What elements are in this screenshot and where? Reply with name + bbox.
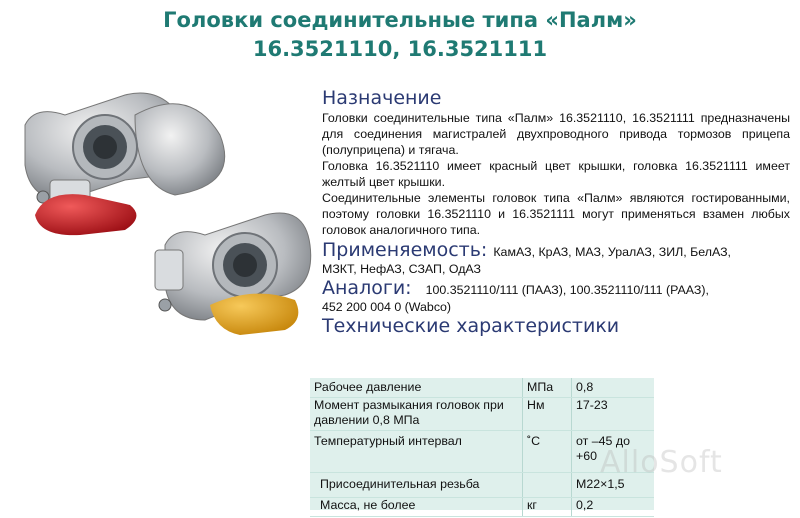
spec-value-cell: 0,2 bbox=[572, 498, 655, 517]
spec-unit-cell bbox=[523, 473, 572, 498]
spec-param-cell: Масса, не более bbox=[310, 498, 523, 517]
spec-param-cell: Присоединительная резьба bbox=[310, 473, 523, 498]
spec-value-cell: 0,8 bbox=[572, 378, 655, 398]
coupling-head-red bbox=[25, 93, 225, 235]
spec-unit-cell: кг bbox=[523, 498, 572, 517]
specs-heading: Технические характеристики bbox=[322, 315, 620, 337]
applicability-line-2: МЗКТ, НефАЗ, СЗАП, ОдАЗ bbox=[322, 262, 482, 276]
product-photo bbox=[5, 85, 315, 345]
purpose-heading: Назначение bbox=[322, 87, 442, 109]
spec-value-cell: от –45 до +60 bbox=[572, 431, 655, 473]
watermark: AlloSoft bbox=[600, 445, 723, 480]
spec-value-cell: М22×1,5 bbox=[572, 473, 655, 498]
description-block bbox=[322, 86, 790, 338]
spec-param-cell: Температурный интервал bbox=[310, 431, 523, 473]
spec-param-cell: Рабочее давление bbox=[310, 378, 523, 398]
spec-unit-cell: МПа bbox=[523, 378, 572, 398]
analogs-line-1: 100.3521110/111 (ПААЗ), 100.3521110/111 (РААЗ), bbox=[425, 283, 709, 297]
purpose-paragraph-2: Головка 16.3521110 имеет красный цвет крышки, головка 16.3521111 имеет желтый цвет крышки. bbox=[322, 159, 790, 189]
applicability-heading: Применяемость: bbox=[322, 239, 488, 261]
purpose-paragraph-3: Соединительные элементы головок типа «Палм» являются гостированными, поэтому головки 16.3521110 и 16.3521111 могут применяться взамен любых головок аналогичного типа. bbox=[322, 191, 790, 237]
purpose-paragraph-1: Головки соединительные типа «Палм» 16.3521110, 16.3521111 предназначены для соединения магистралей двухпроводного привода тормозов прицепа (полуприцепа) и тягача. bbox=[322, 111, 790, 157]
table-row bbox=[310, 378, 654, 398]
page-subtitle-part-numbers: 16.3521110, 16.3521111 bbox=[252, 37, 548, 61]
coupling-head-yellow bbox=[155, 213, 311, 335]
spec-param-cell: Момент размыкания головок при давлении 0,8 МПа bbox=[310, 398, 523, 431]
analogs-line-2: 452 200 004 0 (Wabco) bbox=[322, 300, 452, 314]
table-row bbox=[310, 398, 654, 431]
spec-unit-cell: Нм bbox=[523, 398, 572, 431]
analogs-row bbox=[322, 276, 790, 300]
spec-unit-cell: ˚С bbox=[523, 431, 572, 473]
spec-value-cell: 17-23 bbox=[572, 398, 655, 431]
applicability-line-1: КамАЗ, КрАЗ, МАЗ, УралАЗ, ЗИЛ, БелАЗ, bbox=[493, 245, 732, 259]
specs-table bbox=[310, 378, 654, 510]
applicability-row bbox=[322, 238, 790, 262]
table-row bbox=[310, 498, 654, 517]
page-title: Головки соединительные типа «Палм» bbox=[163, 8, 637, 32]
analogs-heading: Аналоги: bbox=[322, 277, 412, 299]
